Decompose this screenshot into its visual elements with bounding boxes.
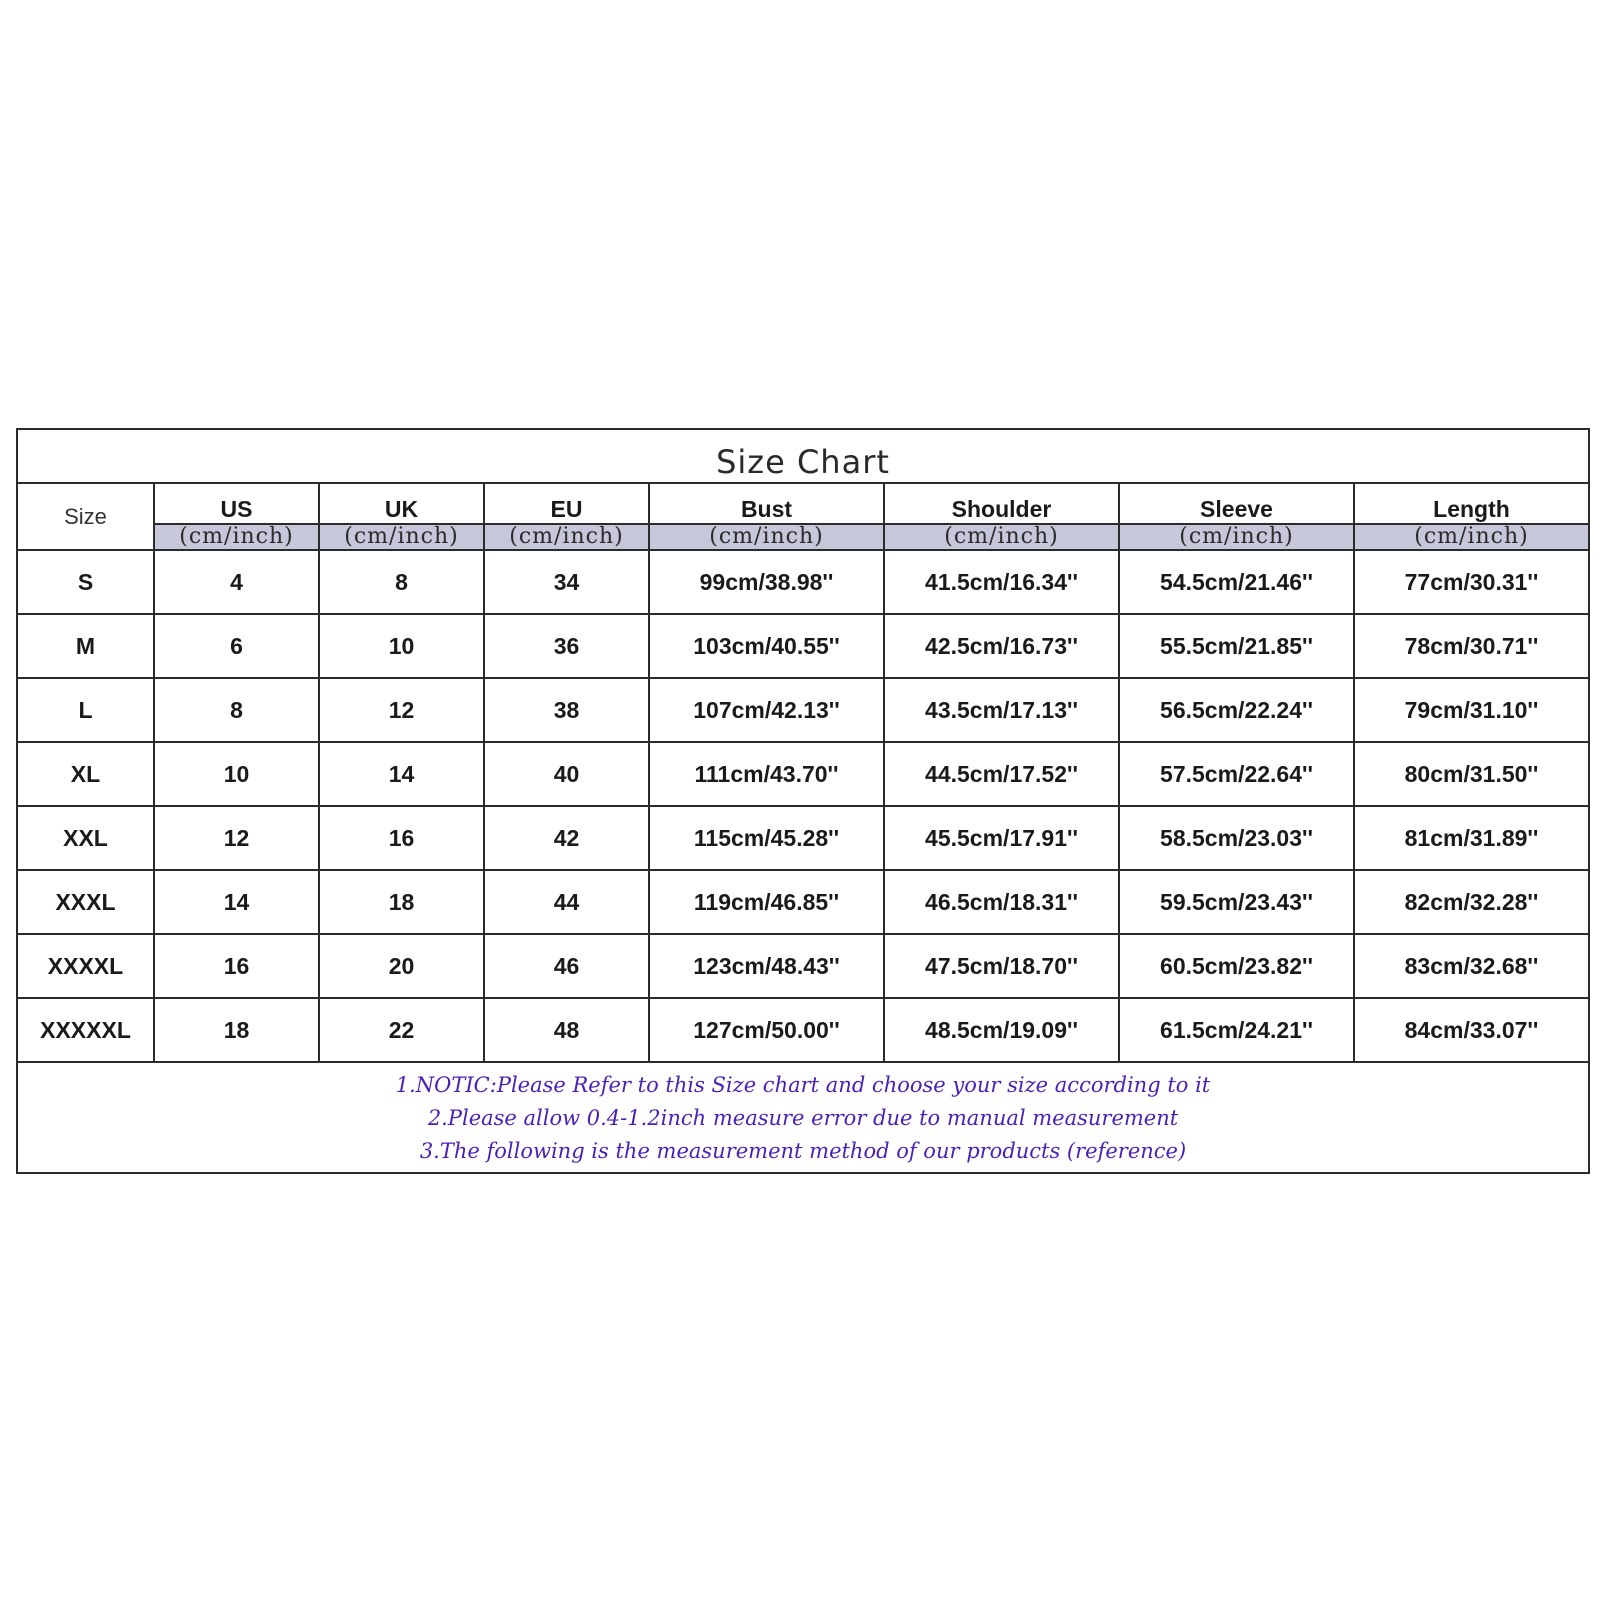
uk-cell: 18 [319, 870, 484, 934]
unit-label-length: (cm/inch) [1354, 524, 1588, 550]
uk-cell: 10 [319, 614, 484, 678]
shoulder-cell: 47.5cm/18.70'' [884, 934, 1119, 998]
column-header-sleeve: Sleeve [1119, 484, 1354, 524]
size-cell: S [18, 550, 154, 614]
size-column-header: Size [18, 484, 154, 550]
bust-cell: 111cm/43.70'' [649, 742, 884, 806]
us-cell: 18 [154, 998, 319, 1062]
us-cell: 10 [154, 742, 319, 806]
eu-cell: 40 [484, 742, 649, 806]
uk-cell: 20 [319, 934, 484, 998]
size-chart [16, 428, 1590, 1174]
sleeve-cell: 55.5cm/21.85'' [1119, 614, 1354, 678]
table-row [18, 806, 1588, 870]
sleeve-cell: 58.5cm/23.03'' [1119, 806, 1354, 870]
note-line: 3.The following is the measurement method of our products (reference) [419, 1139, 1187, 1163]
length-cell: 78cm/30.71'' [1354, 614, 1588, 678]
table-row [18, 678, 1588, 742]
length-cell: 82cm/32.28'' [1354, 870, 1588, 934]
eu-cell: 44 [484, 870, 649, 934]
chart-title: Size Chart [18, 430, 1588, 484]
bust-cell: 99cm/38.98'' [649, 550, 884, 614]
table-row [18, 742, 1588, 806]
shoulder-cell: 44.5cm/17.52'' [884, 742, 1119, 806]
unit-label-sleeve: (cm/inch) [1119, 524, 1354, 550]
bust-cell: 127cm/50.00'' [649, 998, 884, 1062]
size-cell: XXXL [18, 870, 154, 934]
size-cell: XXXXL [18, 934, 154, 998]
unit-row [18, 524, 1588, 550]
size-cell: XXL [18, 806, 154, 870]
length-cell: 81cm/31.89'' [1354, 806, 1588, 870]
unit-label-bust: (cm/inch) [649, 524, 884, 550]
bust-cell: 103cm/40.55'' [649, 614, 884, 678]
length-cell: 77cm/30.31'' [1354, 550, 1588, 614]
header-row [18, 484, 1588, 524]
eu-cell: 42 [484, 806, 649, 870]
size-cell: L [18, 678, 154, 742]
bust-cell: 115cm/45.28'' [649, 806, 884, 870]
uk-cell: 12 [319, 678, 484, 742]
sleeve-cell: 61.5cm/24.21'' [1119, 998, 1354, 1062]
shoulder-cell: 45.5cm/17.91'' [884, 806, 1119, 870]
us-cell: 14 [154, 870, 319, 934]
size-table [18, 484, 1588, 1063]
table-body [18, 550, 1588, 1062]
shoulder-cell: 42.5cm/16.73'' [884, 614, 1119, 678]
us-cell: 12 [154, 806, 319, 870]
column-header-us: US [154, 484, 319, 524]
shoulder-cell: 48.5cm/19.09'' [884, 998, 1119, 1062]
notes-section [18, 1063, 1588, 1168]
table-row [18, 550, 1588, 614]
sleeve-cell: 54.5cm/21.46'' [1119, 550, 1354, 614]
us-cell: 6 [154, 614, 319, 678]
eu-cell: 46 [484, 934, 649, 998]
sleeve-cell: 60.5cm/23.82'' [1119, 934, 1354, 998]
bust-cell: 123cm/48.43'' [649, 934, 884, 998]
us-cell: 16 [154, 934, 319, 998]
table-row [18, 998, 1588, 1062]
uk-cell: 22 [319, 998, 484, 1062]
table-row [18, 614, 1588, 678]
note-line: 1.NOTIC:Please Refer to this Size chart and choose your size according to it [395, 1073, 1211, 1097]
shoulder-cell: 41.5cm/16.34'' [884, 550, 1119, 614]
column-header-bust: Bust [649, 484, 884, 524]
table-row [18, 870, 1588, 934]
column-header-shoulder: Shoulder [884, 484, 1119, 524]
length-cell: 84cm/33.07'' [1354, 998, 1588, 1062]
column-header-length: Length [1354, 484, 1588, 524]
size-cell: XL [18, 742, 154, 806]
uk-cell: 8 [319, 550, 484, 614]
eu-cell: 48 [484, 998, 649, 1062]
size-cell: M [18, 614, 154, 678]
column-header-eu: EU [484, 484, 649, 524]
length-cell: 83cm/32.68'' [1354, 934, 1588, 998]
note-line: 2.Please allow 0.4-1.2inch measure error due to manual measurement [427, 1106, 1179, 1130]
eu-cell: 34 [484, 550, 649, 614]
table-row [18, 934, 1588, 998]
unit-label-eu: (cm/inch) [484, 524, 649, 550]
size-cell: XXXXXL [18, 998, 154, 1062]
unit-label-uk: (cm/inch) [319, 524, 484, 550]
uk-cell: 16 [319, 806, 484, 870]
shoulder-cell: 43.5cm/17.13'' [884, 678, 1119, 742]
shoulder-cell: 46.5cm/18.31'' [884, 870, 1119, 934]
sleeve-cell: 56.5cm/22.24'' [1119, 678, 1354, 742]
unit-label-us: (cm/inch) [154, 524, 319, 550]
bust-cell: 119cm/46.85'' [649, 870, 884, 934]
uk-cell: 14 [319, 742, 484, 806]
bust-cell: 107cm/42.13'' [649, 678, 884, 742]
length-cell: 80cm/31.50'' [1354, 742, 1588, 806]
length-cell: 79cm/31.10'' [1354, 678, 1588, 742]
us-cell: 8 [154, 678, 319, 742]
column-header-uk: UK [319, 484, 484, 524]
eu-cell: 38 [484, 678, 649, 742]
eu-cell: 36 [484, 614, 649, 678]
sleeve-cell: 59.5cm/23.43'' [1119, 870, 1354, 934]
unit-label-shoulder: (cm/inch) [884, 524, 1119, 550]
us-cell: 4 [154, 550, 319, 614]
sleeve-cell: 57.5cm/22.64'' [1119, 742, 1354, 806]
